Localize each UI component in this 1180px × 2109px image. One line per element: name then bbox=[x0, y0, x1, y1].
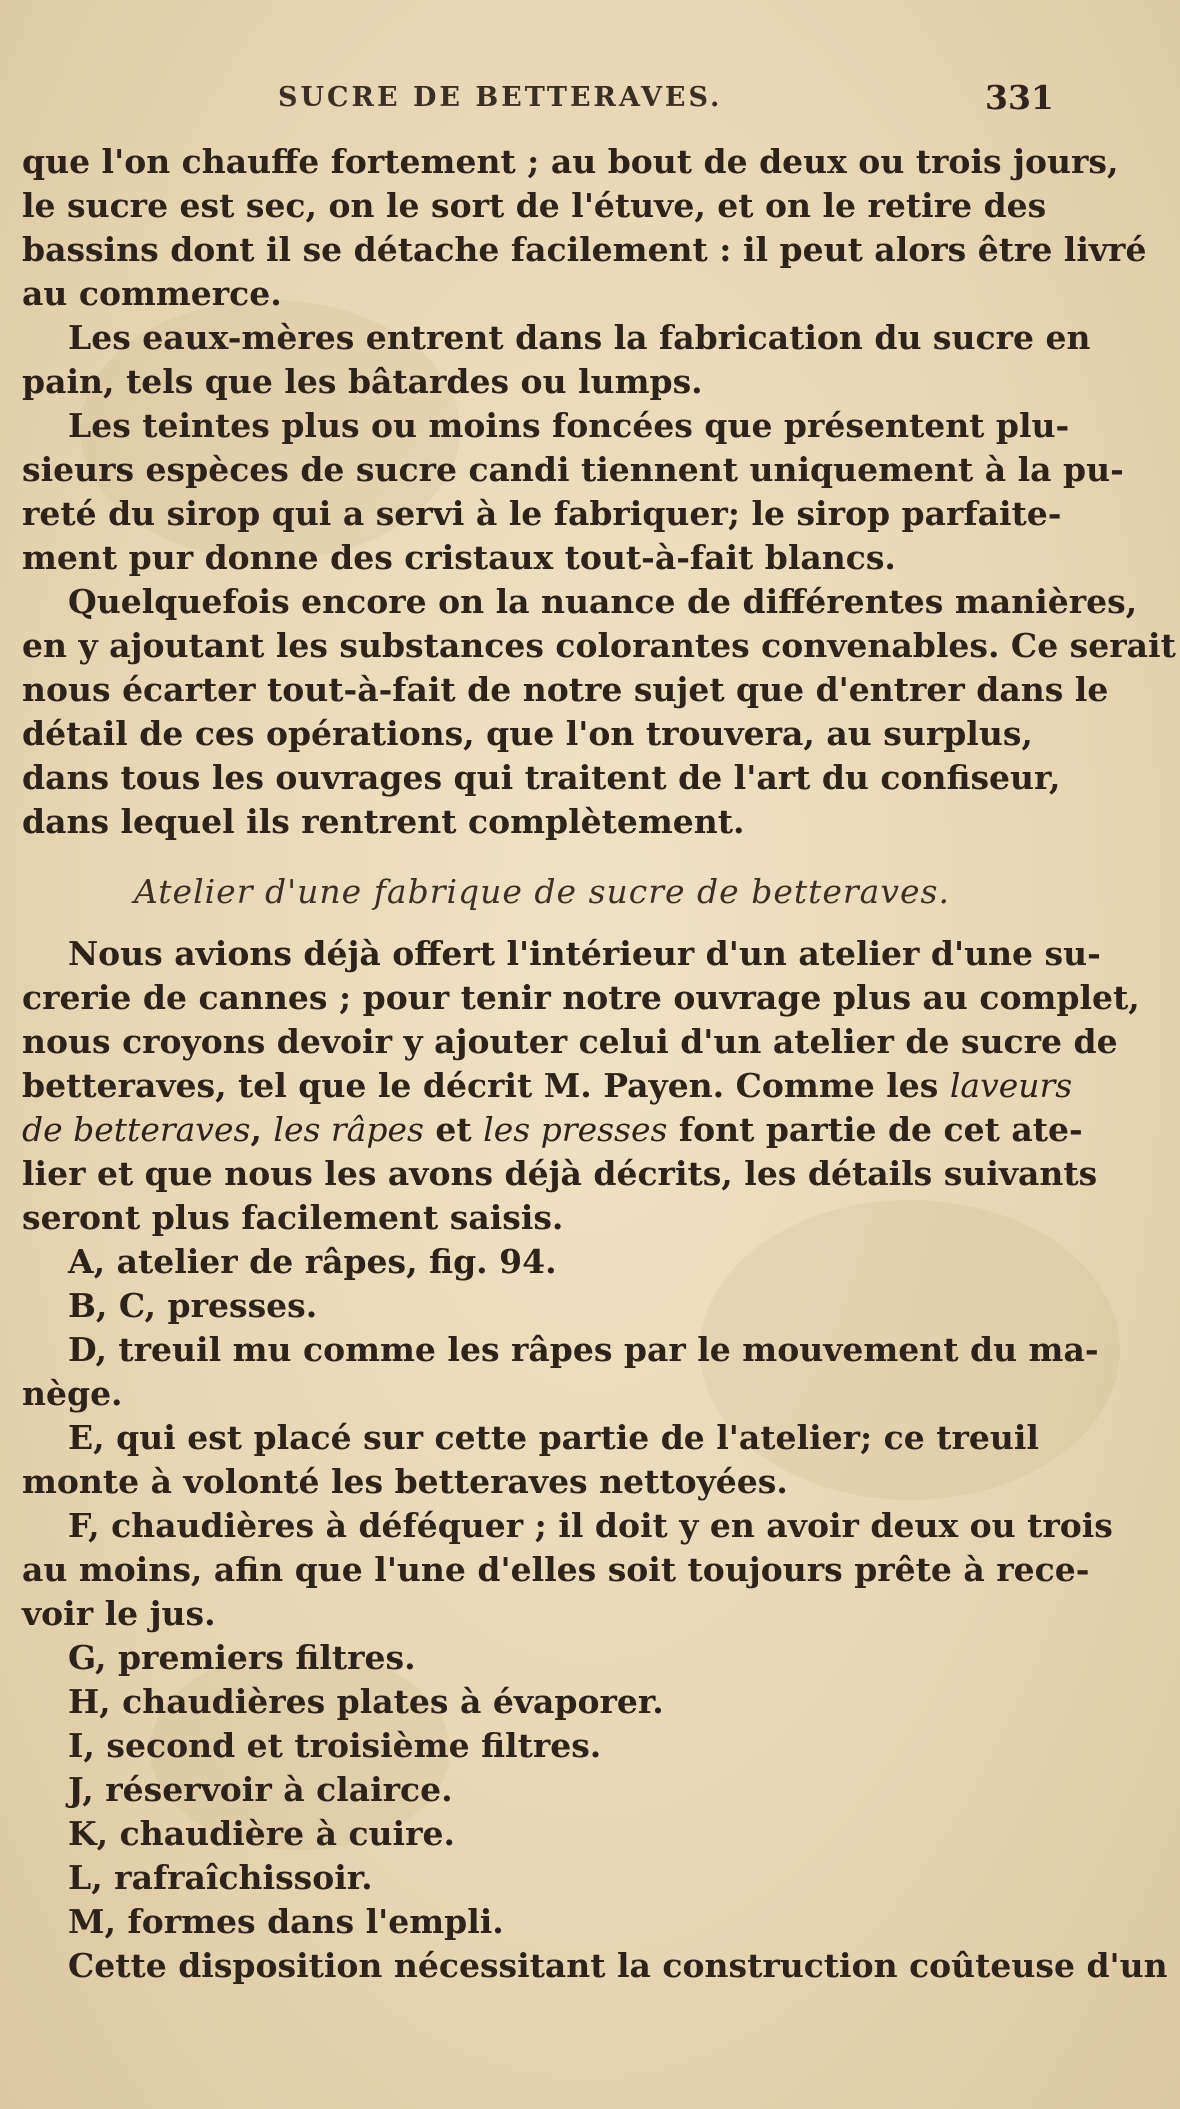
legend-item: D, treuil mu comme les râpes par le mouvement du ma- bbox=[68, 1330, 1099, 1369]
paragraph-eaux-meres bbox=[22, 316, 1091, 404]
paragraph-continuation bbox=[22, 140, 1147, 316]
legend-item: A, atelier de râpes, fig. 94. bbox=[68, 1242, 557, 1281]
text-line bbox=[22, 1108, 1083, 1152]
text-line: Les eaux-mères entrent dans la fabrication du sucre en bbox=[68, 318, 1091, 357]
paragraph-closing bbox=[22, 1944, 1168, 1988]
text-line: Quelquefois encore on la nuance de différentes manières, bbox=[68, 582, 1138, 621]
text-line: lier et que nous les avons déjà décrits, les détails suivants bbox=[22, 1154, 1098, 1193]
legend-item: G, premiers filtres. bbox=[68, 1638, 416, 1677]
legend-item-continuation: au moins, afin que l'une d'elles soit toujours prête à rece- bbox=[22, 1550, 1090, 1589]
text-line: au commerce. bbox=[22, 274, 282, 313]
italic-term: les râpes bbox=[273, 1110, 424, 1149]
text-line: Cette disposition nécessitant la construction coûteuse d'un bbox=[68, 1946, 1168, 1985]
text-line bbox=[22, 1064, 1073, 1108]
text-line: sieurs espèces de sucre candi tiennent uniquement à la pu- bbox=[22, 450, 1124, 489]
legend-item: M, formes dans l'empli. bbox=[68, 1902, 504, 1941]
legend-item: K, chaudière à cuire. bbox=[68, 1814, 455, 1853]
text-line: nous croyons devoir y ajouter celui d'un atelier de sucre de bbox=[22, 1022, 1118, 1061]
legend-item: I, second et troisième filtres. bbox=[68, 1726, 602, 1765]
page-number: 331 bbox=[985, 78, 1054, 117]
text-run: et bbox=[423, 1110, 484, 1149]
legend-item-continuation: monte à volonté les betteraves nettoyées. bbox=[22, 1462, 788, 1501]
text-line: bassins dont il se détache facilement : il peut alors être livré bbox=[22, 230, 1147, 269]
legend-item: J, réservoir à clairce. bbox=[68, 1770, 453, 1809]
text-line: dans tous les ouvrages qui traitent de l'art du confiseur, bbox=[22, 758, 1061, 797]
page-header bbox=[0, 78, 1180, 132]
text-run: font partie de cet ate- bbox=[667, 1110, 1083, 1149]
text-line: en y ajoutant les substances colorantes convenables. Ce serait bbox=[22, 626, 1176, 665]
legend-item: H, chaudières plates à évaporer. bbox=[68, 1682, 664, 1721]
legend-item-continuation: voir le jus. bbox=[22, 1594, 216, 1633]
legend-item: F, chaudières à déféquer ; il doit y en avoir deux ou trois bbox=[68, 1506, 1113, 1545]
legend-item-continuation: nège. bbox=[22, 1374, 123, 1413]
text-line: ment pur donne des cristaux tout-à-fait blancs. bbox=[22, 538, 896, 577]
text-line: seront plus facilement saisis. bbox=[22, 1198, 564, 1237]
text-line: dans lequel ils rentrent complètement. bbox=[22, 802, 745, 841]
page-body bbox=[22, 140, 1176, 1988]
italic-term: laveurs bbox=[949, 1066, 1073, 1105]
text-line: le sucre est sec, on le sort de l'étuve, et on le retire des bbox=[22, 186, 1047, 225]
paragraph-nuance bbox=[22, 580, 1176, 844]
text-line: nous écarter tout-à-fait de notre sujet que d'entrer dans le bbox=[22, 670, 1109, 709]
legend-item: L, rafraîchissoir. bbox=[68, 1858, 373, 1897]
text-line: Les teintes plus ou moins foncées que présentent plu- bbox=[68, 406, 1070, 445]
text-line: pain, tels que les bâtardes ou lumps. bbox=[22, 362, 703, 401]
text-run: betteraves, tel que le décrit M. Payen. Comme les bbox=[22, 1066, 950, 1105]
text-line: reté du sirop qui a servi à le fabriquer; le sirop parfaite- bbox=[22, 494, 1062, 533]
figure-legend bbox=[22, 1240, 1113, 1944]
text-line: que l'on chauffe fortement ; au bout de deux ou trois jours, bbox=[22, 142, 1119, 181]
italic-term: de betteraves bbox=[22, 1110, 251, 1149]
section-title: Atelier d'une fabrique de sucre de betteraves. bbox=[134, 872, 950, 911]
text-line: crerie de cannes ; pour tenir notre ouvrage plus au complet, bbox=[22, 978, 1140, 1017]
paragraph-atelier bbox=[22, 932, 1140, 1240]
legend-item: E, qui est placé sur cette partie de l'atelier; ce treuil bbox=[68, 1418, 1039, 1457]
text-run: , bbox=[250, 1110, 274, 1149]
paragraph-teintes bbox=[22, 404, 1124, 580]
text-line: détail de ces opérations, que l'on trouvera, au surplus, bbox=[22, 714, 1033, 753]
text-line: Nous avions déjà offert l'intérieur d'un atelier d'une su- bbox=[68, 934, 1101, 973]
legend-item: B, C, presses. bbox=[68, 1286, 318, 1325]
italic-term: les presses bbox=[483, 1110, 668, 1149]
running-head: SUCRE DE BETTERAVES. bbox=[278, 82, 723, 113]
